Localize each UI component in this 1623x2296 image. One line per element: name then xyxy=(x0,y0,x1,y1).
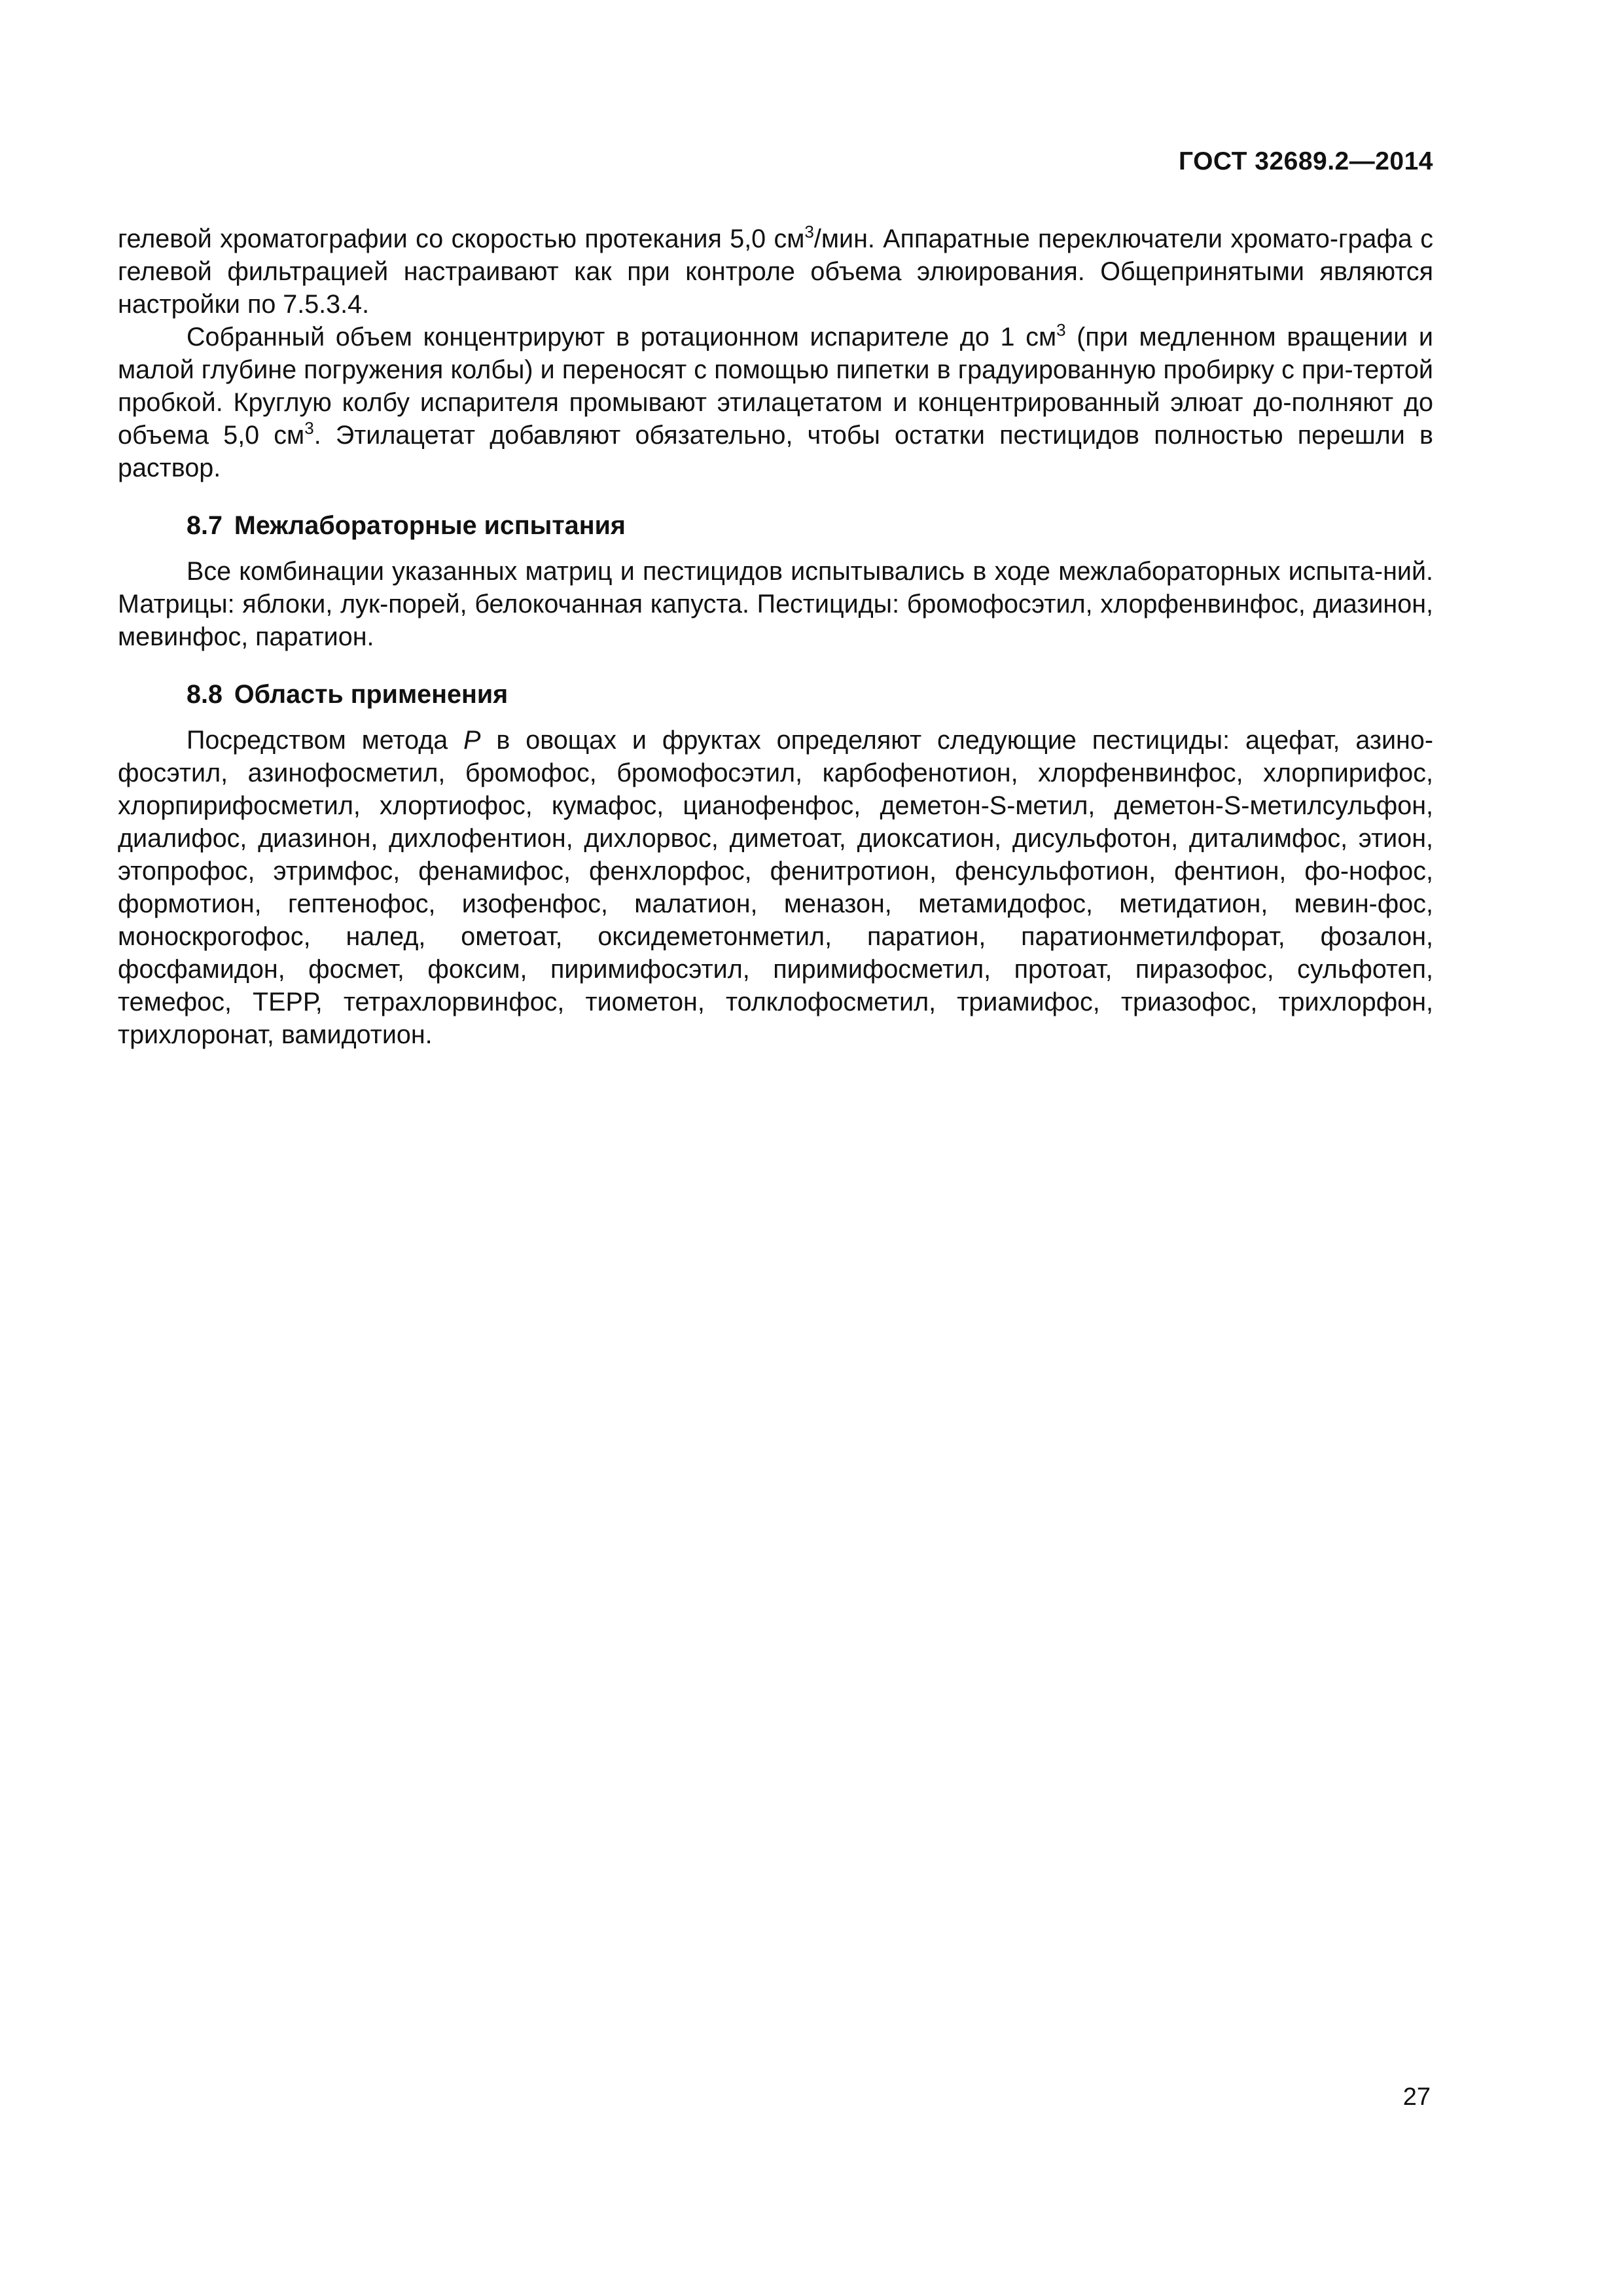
section-title: Область применения xyxy=(234,680,508,709)
page-content xyxy=(118,223,1433,1051)
text-run: гелевой хроматографии со скоростью протекания 5,0 см xyxy=(118,224,805,253)
section-heading-8-7 xyxy=(187,509,1433,542)
paragraph-concentration xyxy=(118,321,1433,484)
superscript: 3 xyxy=(804,222,814,242)
text-run: Посредством метода xyxy=(187,726,464,755)
paragraph-interlab: Все комбинации указанных матриц и пестицидов испытывались в ходе межлабораторных испыта-ний. Матрицы: яблоки, лук-порей, белокочанная капуста. Пестициды: бромофосэтил, хлорфенвинфос, диазинон, мевинфос, паратион. xyxy=(118,557,1433,651)
text-run: /мин. Аппаратные переключатели хромато-графа с гелевой фильтрацией настраивают как при контроле объема элюирования. Общепринятыми являются настройки по 7.5.3.4. xyxy=(118,224,1433,319)
section-title: Межлабораторные испытания xyxy=(234,511,626,540)
section-heading-8-8 xyxy=(187,678,1433,711)
superscript: 3 xyxy=(1056,320,1066,340)
superscript: 3 xyxy=(304,418,314,438)
page-number: 27 xyxy=(1402,2083,1431,2111)
text-run: . Этилацетат добавляют обязательно, чтобы остатки пестицидов полностью перешли в раствор. xyxy=(118,421,1433,482)
section-number: 8.8 xyxy=(187,680,223,709)
text-run: (при медленном вращении и малой глубине погружения колбы) и переносят с помощью пипетки в градуированную пробирку с при-тертой пробкой. Круглую колбу испарителя промывают этилацетатом и концентрированный элюат до-полняют до объема 5,0 см xyxy=(118,323,1433,450)
paragraph-continuation xyxy=(118,223,1433,321)
text-run: в овощах и фруктах определяют следующие пестициды: ацефат, азино-фосэтил, азинофосметил, бромофос, бромофосэтил, карбофенотион, хлорфенвинфос, хлорпирифос, хлорпирифосметил, хлортиофос, кумафос, цианофенфос, деметон-S-метил, деметон-S-метилсульфон, диалифос, диазинон, дихлофентион, дихлорвос, диметоат, диоксатион, дисульфотон, диталимфос, этион, этопрофос, этримфос, фенамифос, фенхлорфос, фенитротион, фенсульфотион, фентион, фо-нофос, формотион, гептенофос, изофенфос, малатион, меназон, метамидофос, метидатион, мевин-фос, моноскрогофос, налед, ометоат, оксидеметонметил, паратион, паратионметилфорат, фозалон, фосфамидон, фосмет, фоксим, пиримифосэтил, пиримифосметил, протоат, пиразофос, сульфотеп, темефос, ТЕРР, тетрахлорвинфос, тиометон, толклофосметил, триамифос, триазофос, трихлорфон, трихлоронат, вамидотион. xyxy=(118,726,1433,1049)
standard-header: ГОСТ 32689.2—2014 xyxy=(1178,147,1433,175)
method-letter: Р xyxy=(463,726,481,755)
text-run: Собранный объем концентрируют в ротационном испарителе до 1 см xyxy=(187,323,1057,351)
paragraph-scope xyxy=(118,724,1433,1051)
section-number: 8.7 xyxy=(187,511,223,540)
